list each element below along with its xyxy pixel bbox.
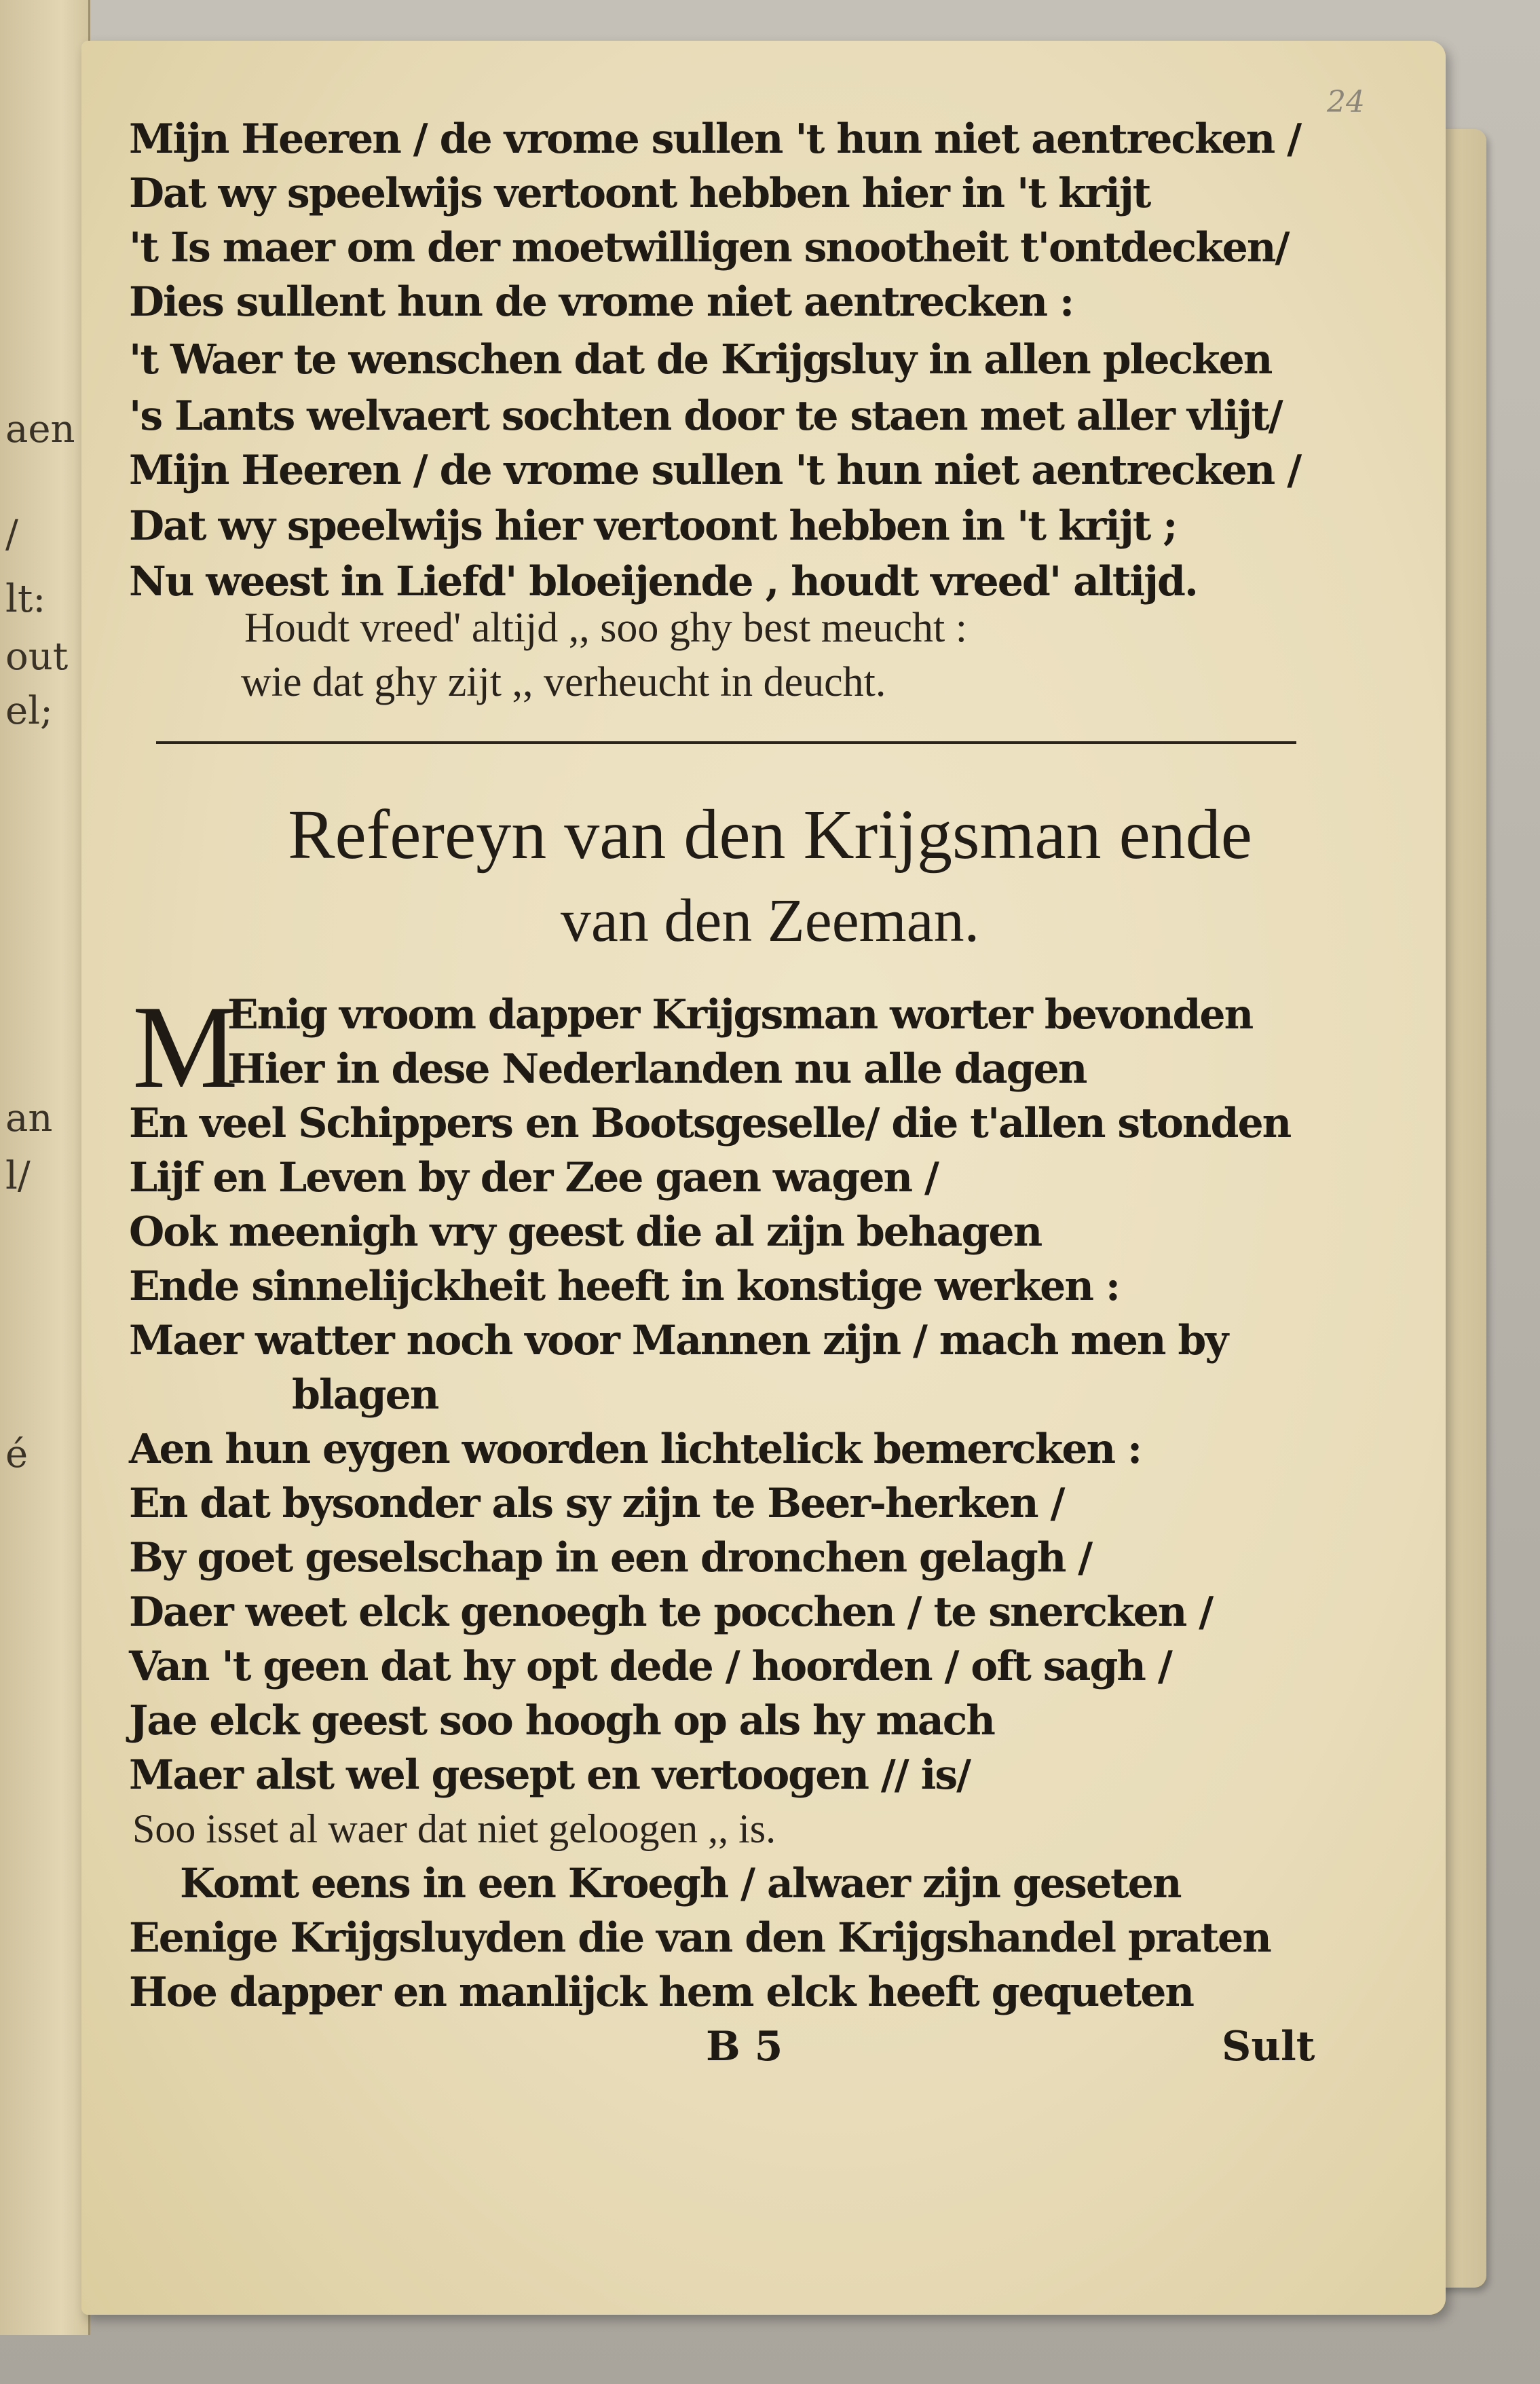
poem-line: Komt eens in een Kroegh / alwaer zijn geseten: [180, 1860, 1181, 1907]
poem-line: Ende sinnelijckheit heeft in konstige werken :: [129, 1263, 1120, 1310]
poem-line: Van 't geen dat hy opt dede / hoorden / oft sagh /: [129, 1643, 1171, 1690]
stanza-line: Dies sullent hun de vrome niet aentrecken :: [129, 278, 1074, 326]
left-page-edge: [0, 0, 90, 2335]
stanza-line: Dat wy speelwijs vertoont hebben hier in 't krijt: [129, 170, 1150, 217]
poem-line: By goet geselschap in een dronchen gelagh /: [129, 1534, 1092, 1582]
stanza-line: Nu weest in Liefd' bloeijende , houdt vreed' altijd.: [129, 558, 1197, 606]
pencil-mark: 24: [1327, 85, 1365, 119]
drop-cap: M: [132, 981, 238, 1113]
section-divider: [156, 741, 1296, 744]
poem-line: Jae elck geest soo hoogh op als hy mach: [129, 1697, 994, 1745]
catchword: Sult: [1222, 2023, 1315, 2070]
poem-line: Soo isset al waer dat niet geloogen ,, is.: [132, 1806, 776, 1851]
stanza-line: Dat wy speelwijs hier vertoont hebben in 't krijt ;: [129, 502, 1177, 550]
poem-line: Eenige Krijgsluyden die van den Krijgshandel praten: [129, 1914, 1271, 1962]
left-page-fragment: lt:: [5, 577, 46, 621]
poem-line: En veel Schippers en Bootsgeselle/ die t'allen stonden: [129, 1100, 1291, 1147]
left-page-fragment: out: [5, 635, 69, 679]
poem-line: Enig vroom dapper Krijgsman worter bevonden: [227, 991, 1253, 1039]
motto-line: Houdt vreed' altijd ,, soo ghy best meucht :: [244, 605, 967, 651]
left-page-fragment: é: [5, 1432, 29, 1476]
poem-line: Lijf en Leven by der Zee gaen wagen /: [129, 1154, 938, 1202]
stanza-line: 't Waer te wenschen dat de Krijgsluy in allen plecken: [129, 336, 1272, 384]
stanza-line: Mijn Heeren / de vrome sullen 't hun niet aentrecken /: [129, 115, 1301, 163]
stanza-line: Mijn Heeren / de vrome sullen 't hun niet aentrecken /: [129, 447, 1301, 494]
signature-mark: B 5: [706, 2023, 783, 2070]
left-page-fragment: l/: [5, 1154, 31, 1198]
stanza-line: 's Lants welvaert sochten door te staen met aller vlijt/: [129, 392, 1282, 440]
poem-line: Aen hun eygen woorden lichtelick bemercken :: [129, 1426, 1142, 1473]
poem-line: Daer weet elck genoegh te pocchen / te snercken /: [129, 1588, 1213, 1636]
left-page-fragment: el;: [5, 689, 53, 733]
motto-line: wie dat ghy zijt ,, verheucht in deucht.: [241, 659, 886, 705]
poem-line-continuation: blagen: [292, 1371, 438, 1419]
poem-line: Maer alst wel gesept en vertoogen // is/: [129, 1751, 971, 1799]
section-subtitle: van den Zeeman.: [560, 887, 980, 954]
left-page-fragment: aen: [5, 407, 75, 451]
stanza-line: 't Is maer om der moetwilligen snootheit t'ontdecken/: [129, 224, 1289, 272]
poem-line: Hoe dapper en manlijck hem elck heeft gequeten: [129, 1969, 1194, 2016]
poem-line: Ook meenigh vry geest die al zijn behagen: [129, 1208, 1042, 1256]
left-page-fragment: /: [5, 513, 18, 557]
poem-line: Maer watter noch voor Mannen zijn / mach men by: [129, 1317, 1228, 1364]
left-page-fragment: an: [5, 1096, 53, 1140]
poem-line: En dat bysonder als sy zijn te Beer-herken /: [129, 1480, 1064, 1527]
section-title: Refereyn van den Krijgsman ende: [288, 796, 1252, 874]
poem-line: Hier in dese Nederlanden nu alle dagen: [227, 1045, 1087, 1093]
